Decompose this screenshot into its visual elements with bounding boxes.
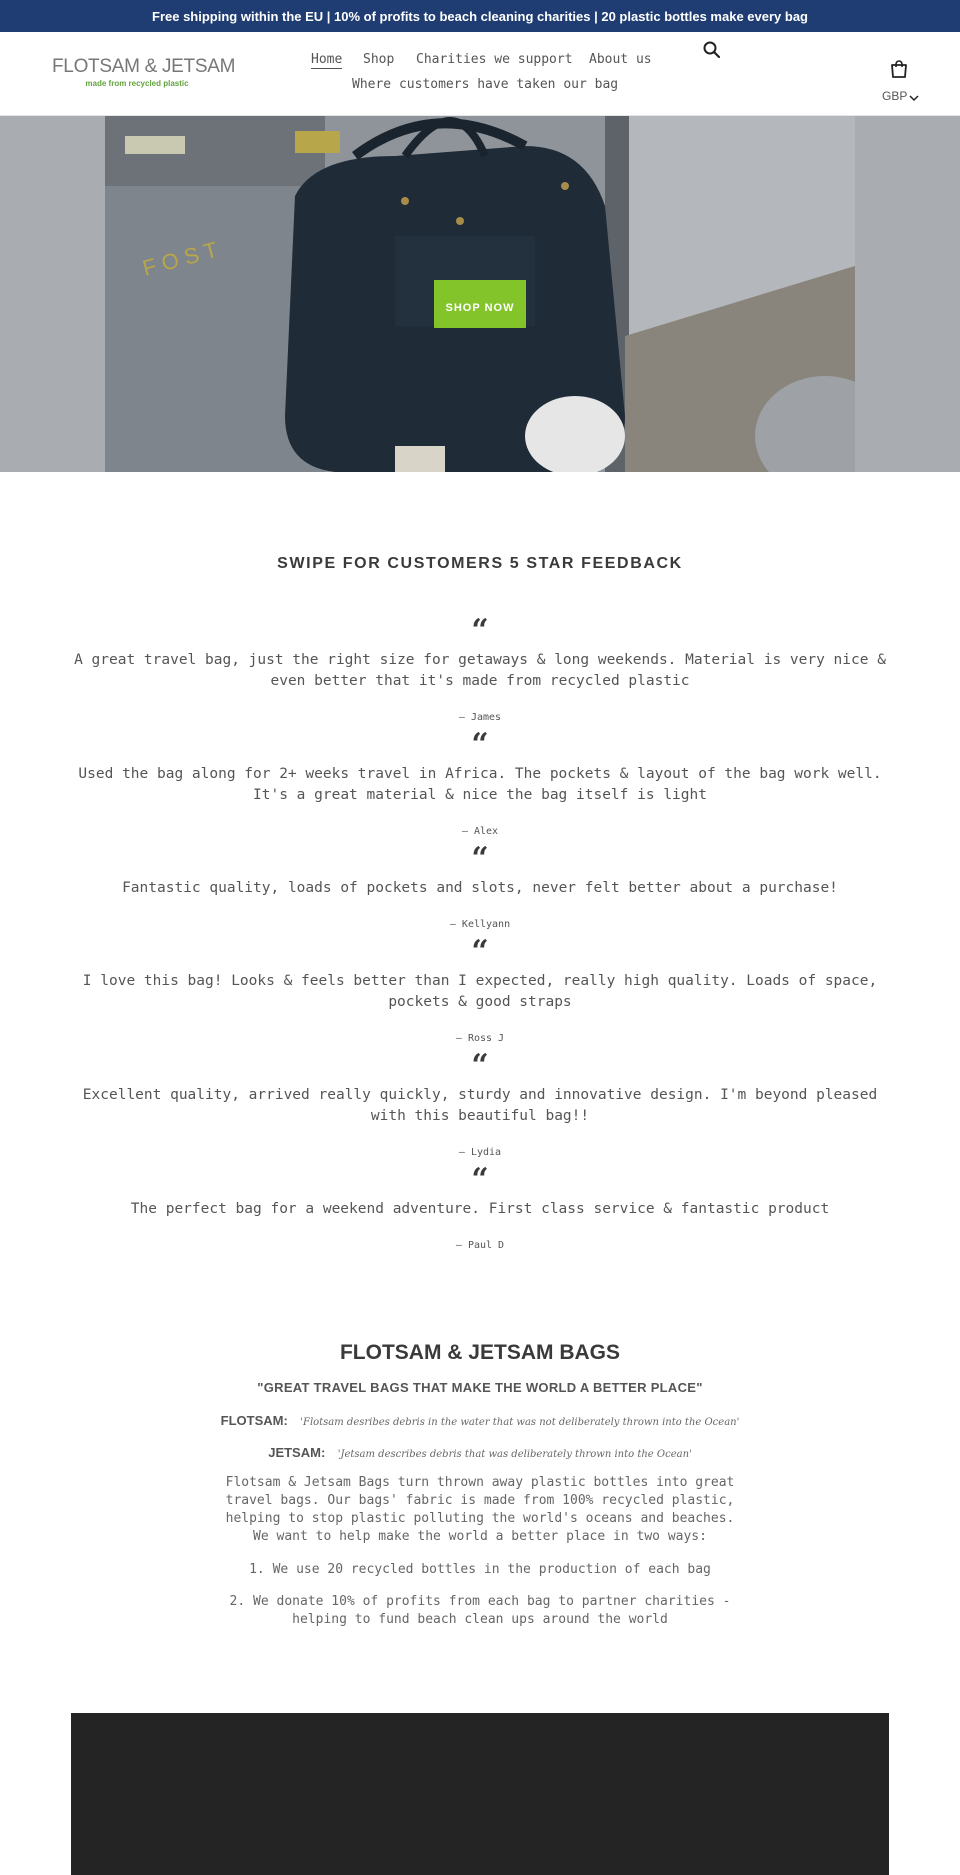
chevron-down-icon <box>909 93 919 103</box>
announcement-text: Free shipping within the EU | 10% of profits to beach cleaning charities | 20 plastic bottles make every bag <box>152 8 808 24</box>
review-item <box>0 727 960 837</box>
reviews-heading: SWIPE FOR CUSTOMERS 5 STAR FEEDBACK <box>277 555 683 572</box>
review-item <box>0 841 960 930</box>
search-icon[interactable] <box>702 40 722 60</box>
nav-shop[interactable]: Shop <box>363 52 395 67</box>
list-item: 1. We use 20 recycled bottles in the production of each bag <box>249 1562 711 1577</box>
jetsam-description: 'Jetsam describes debris that was deliberately thrown into the Ocean' <box>337 1449 692 1460</box>
review-item <box>0 1048 960 1158</box>
nav-charities[interactable]: Charities we support <box>416 52 573 67</box>
hero-banner <box>0 116 960 472</box>
logo[interactable] <box>52 56 236 88</box>
currency-selector[interactable] <box>882 89 919 103</box>
review-text: Used the bag along for 2+ weeks travel in Africa. The pockets & layout of the bag work well. It's a great material & nice the bag itself is light <box>78 766 882 803</box>
review-item <box>0 1162 960 1251</box>
review-author: — James <box>458 712 502 723</box>
review-item <box>0 613 960 723</box>
nav-where-customers[interactable]: Where customers have taken our bag <box>352 77 619 92</box>
review-item <box>0 934 960 1044</box>
flotsam-term: FLOTSAM: <box>220 1413 288 1428</box>
review-author: — Ross J <box>455 1033 505 1044</box>
quote-icon: “ <box>471 727 489 762</box>
svg-text:F O S T: F O S T <box>139 236 221 281</box>
about-title: FLOTSAM & JETSAM BAGS <box>339 1341 620 1364</box>
about-tagline: "GREAT TRAVEL BAGS THAT MAKE THE WORLD A BETTER PLACE" <box>257 1380 703 1395</box>
jetsam-definition <box>0 1444 960 1462</box>
logo-name: FLOTSAM & JETSAM <box>52 56 236 77</box>
nav-about[interactable]: About us <box>589 52 652 67</box>
announcement-bar <box>0 0 960 32</box>
review-text: The perfect bag for a weekend adventure. First class service & fantastic product <box>130 1201 830 1217</box>
review-author: — Kellyann <box>449 919 511 930</box>
review-author: — Lydia <box>458 1147 502 1158</box>
flotsam-definition <box>0 1412 960 1430</box>
review-text: Fantastic quality, loads of pockets and slots, never felt better about a purchase! <box>122 880 838 896</box>
jetsam-term: JETSAM: <box>268 1445 326 1460</box>
quote-icon: “ <box>471 1048 489 1083</box>
quote-icon: “ <box>471 1162 489 1197</box>
review-author: — Alex <box>461 826 499 837</box>
site-header <box>0 32 960 116</box>
nav-home[interactable]: Home <box>311 52 343 67</box>
video-section <box>71 1713 889 1875</box>
logo-tagline: made from recycled plastic <box>85 79 189 88</box>
currency-value: GBP <box>882 89 908 103</box>
quote-icon: “ <box>471 934 489 969</box>
review-author: — Paul D <box>455 1240 505 1251</box>
quote-icon: “ <box>471 613 489 648</box>
shop-now-button[interactable]: SHOP NOW <box>434 280 526 328</box>
flotsam-description: 'Flotsam desribes debris in the water that was not deliberately thrown into the Ocean' <box>300 1417 740 1428</box>
review-text: Excellent quality, arrived really quickly, sturdy and innovative design. I'm beyond pleased with this beautiful bag!! <box>82 1087 878 1124</box>
review-text: I love this bag! Looks & feels better than I expected, really high quality. Loads of space, pockets & good straps <box>82 973 878 1010</box>
list-item: 2. We donate 10% of profits from each bag to partner charities - helping to fund beach clean ups around the world <box>229 1594 731 1627</box>
bag-icon[interactable] <box>889 59 909 79</box>
about-paragraph: Flotsam & Jetsam Bags turn thrown away plastic bottles into great travel bags. Our bags' fabric is made from 100% recycled plastic, helping to stop plastic polluting the world's oceans and beaches. We want to help make the world a better place in two ways: <box>225 1475 735 1544</box>
quote-icon: “ <box>471 841 489 876</box>
review-text: A great travel bag, just the right size for getaways & long weekends. Material is very nice & even better that it's made from recycled plastic <box>74 652 886 689</box>
